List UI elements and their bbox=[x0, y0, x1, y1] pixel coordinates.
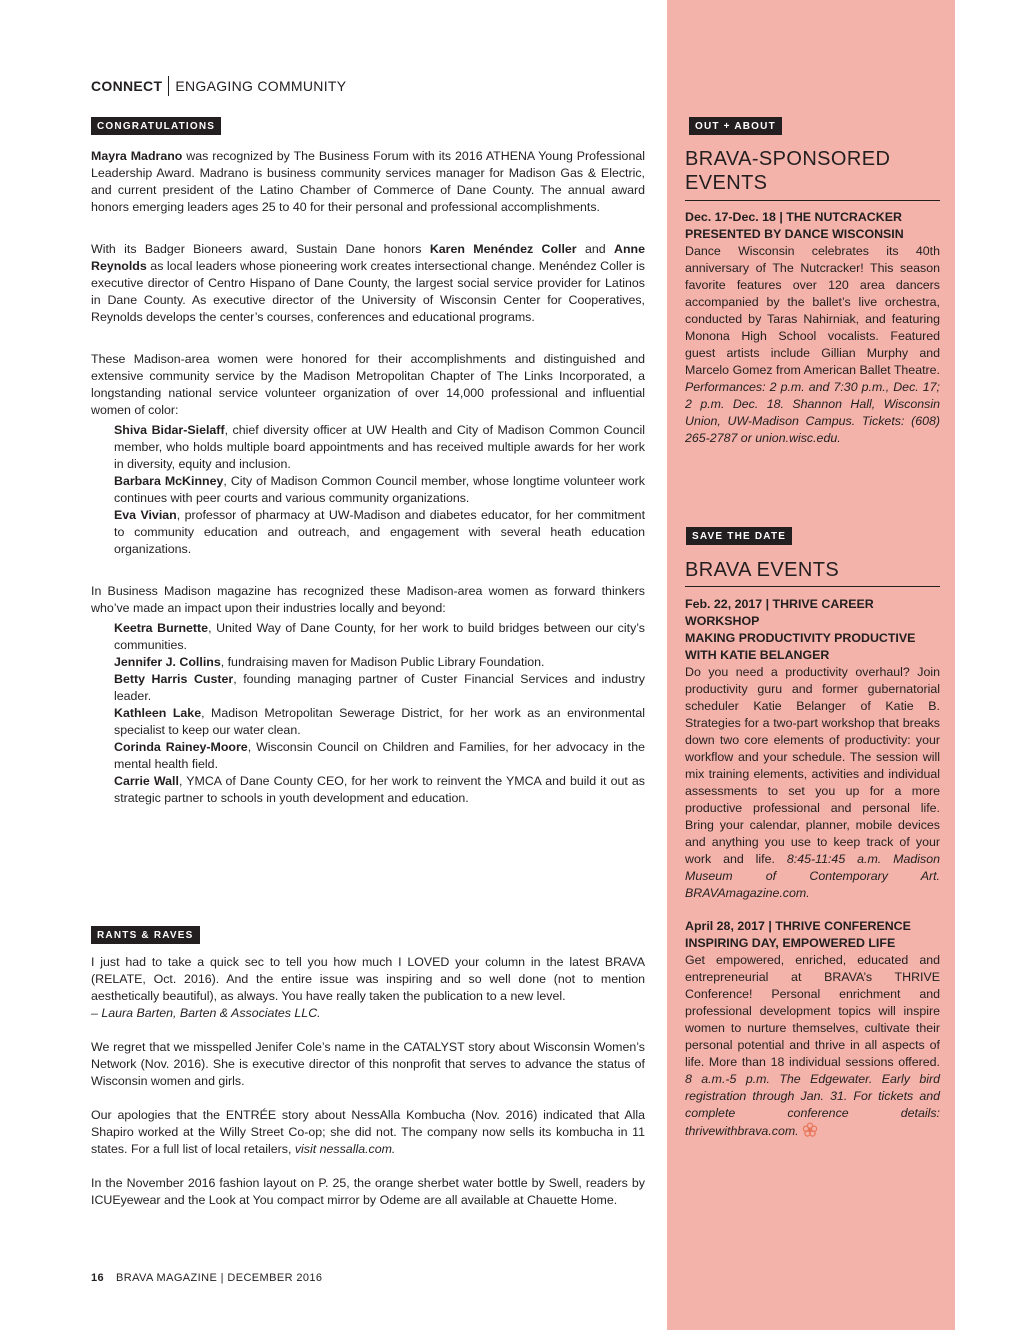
section-header-engaging: ENGAGING COMMUNITY bbox=[175, 78, 347, 94]
links-intro-paragraph: These Madison-area women were honored for their accomplishments and distinguished and extensive community service by the Madison Metropolitan Chapter of The Links Incorporated, a longstanding national service volunteer organization of over 14,000 professional and influential women of color: bbox=[91, 352, 645, 417]
title-rule bbox=[685, 586, 940, 587]
honoree-text: , Wisconsin Council on Children and Families, for her advocacy in the mental health field. bbox=[114, 740, 646, 771]
honoree-name: Jennifer J. Collins bbox=[114, 655, 221, 669]
list-item bbox=[91, 773, 645, 807]
event-body: Get empowered, enriched, educated and entrepreneurial at BRAVA’s THRIVE Conference! Personal enrichment and professional development topics will inspire women to nurture themselves, cultivate their personal potential and thrive in all aspects of life. More than 18 individual sessions offered. bbox=[685, 953, 940, 1069]
honoree-name: Anne Reynolds bbox=[91, 242, 645, 273]
paragraph-text: I just had to take a quick sec to tell you how much I LOVED your column in the latest BRAVA (RELATE, Oct. 2016). And the entire issue was inspiring and so well done (not to mention aesthetically beautiful), as always. You have really taken the publication to a new level. bbox=[91, 955, 645, 1003]
honoree-name: Kathleen Lake bbox=[114, 706, 202, 720]
brava-events-title: BRAVA EVENTS bbox=[685, 559, 840, 581]
event-subheading: INSPIRING DAY, EMPOWERED LIFE bbox=[685, 936, 896, 950]
out-about-badge: OUT + ABOUT bbox=[689, 117, 782, 135]
rants-raves-article bbox=[91, 954, 645, 1209]
list-item bbox=[91, 507, 645, 558]
event-details: Performances: 2 p.m. and 7:30 p.m., Dec. 17; 2 p.m. Dec. 18. Shannon Hall, Wisconsin Union, UW-Madison Campus. Tickets: (608) 265-2787 or union.wisc.edu. bbox=[685, 380, 940, 445]
honoree-name: Betty Harris Custer bbox=[114, 672, 234, 686]
rants-raves-badge: RANTS & RAVES bbox=[91, 926, 200, 944]
paragraph-text: Our apologies that the ENTRÉE story about NessAlla Kombucha (Nov. 2016) indicated that Alla Shapiro worked at the Willy Street Co-op; she did not. The company now sells its kombucha in 11 states. For a full list of local retailers, bbox=[91, 1108, 645, 1156]
section-header-divider bbox=[168, 76, 169, 96]
letter-paragraph bbox=[91, 954, 645, 1022]
list-item bbox=[91, 473, 645, 507]
event-heading: Dec. 17-Dec. 18 | THE NUTCRACKER bbox=[685, 210, 902, 224]
page-number: 16 bbox=[91, 1272, 105, 1284]
event-body: Dance Wisconsin celebrates its 40th anniversary of The Nutcracker! This season favorite features over 120 area dancers accompanied by the ballet’s live orchestra, conducted by Taras Nahirniak, and featuring Monona High School vocalists. Featured guest artists include Gillian Murphy and Marcelo Gomez from American Ballet Theatre. bbox=[685, 244, 940, 377]
list-item bbox=[91, 739, 645, 773]
madrano-paragraph bbox=[91, 148, 645, 216]
event-body: Do you need a productivity overhaul? Join productivity guru and former gubernatorial scheduler Katie Belanger of Katie B. Strategies for a two-part workshop that breaks down two core elements of productivity: your workflow and your schedule. The session will mix training elements, activities and individual assessments to set you up for a more productive professional and personal life. Bring your calendar, planner, mobile devices and anything you use to keep track of your work and life. bbox=[685, 665, 940, 866]
honoree-text: , fundraising maven for Madison Public Library Foundation. bbox=[220, 655, 545, 669]
event-description bbox=[685, 243, 940, 447]
brava-sponsored-events-title bbox=[685, 147, 940, 195]
event-heading: Feb. 22, 2017 | THRIVE CAREER WORKSHOP bbox=[685, 597, 874, 628]
honoree-text: , United Way of Dane County, for her work to build bridges between our city’s communities. bbox=[114, 621, 645, 652]
list-item bbox=[91, 671, 645, 705]
save-the-date-badge: SAVE THE DATE bbox=[686, 527, 792, 545]
title-line: BRAVA-SPONSORED bbox=[685, 148, 891, 170]
nessalla-link[interactable]: visit nessalla.com. bbox=[294, 1142, 396, 1156]
congratulations-badge: CONGRATULATIONS bbox=[91, 117, 221, 135]
honoree-text: , founding managing partner of Custer Financial Services and industry leader. bbox=[114, 672, 645, 703]
event-description bbox=[685, 952, 940, 1140]
bioneers-paragraph bbox=[91, 241, 645, 326]
title-rule bbox=[685, 200, 940, 201]
event-heading: April 28, 2017 | THRIVE CONFERENCE bbox=[685, 919, 911, 933]
page-footer bbox=[91, 1272, 322, 1284]
paragraph-text: as local leaders whose pioneering work creates intersectional change. Menéndez Coller is executive director of Centro Hispano of Dane County, the largest social service provider for Latinos in Dane County. As executive director of the University of Wisconsin Center for Cooperatives, Reynolds develops the center’s courses, conferences and educational programs. bbox=[91, 259, 645, 324]
paragraph-text: was recognized by The Business Forum with its 2016 ATHENA Young Professional Leadership Award. Madrano is business community services manager for Madison Gas & Electric, and current president of the Latino Chamber of Commerce of Dane County. The annual award honors emerging leaders ages 25 to 40 for their personal and professional accomplishments. bbox=[91, 149, 645, 214]
event-description bbox=[685, 664, 940, 902]
honoree-name: Carrie Wall bbox=[114, 774, 179, 788]
fashion-note-paragraph: In the November 2016 fashion layout on P. 25, the orange sherbet water bottle by Swell, readers by ICUEyewear and the Look at You compact mirror by Odeme are all available at Chauette Home. bbox=[91, 1176, 645, 1207]
list-item bbox=[91, 422, 645, 473]
honoree-name: Corinda Rainey-Moore bbox=[114, 740, 248, 754]
in-business-intro-paragraph: In Business Madison magazine has recognized these Madison-area women as forward thinkers who’ve made an impact upon their industries locally and beyond: bbox=[91, 584, 645, 615]
section-header-connect: CONNECT bbox=[91, 78, 163, 94]
flower-icon bbox=[802, 1122, 818, 1138]
paragraph-text: and bbox=[576, 242, 615, 256]
section-header bbox=[91, 76, 346, 96]
event-subheading: PRESENTED BY DANCE WISCONSIN bbox=[685, 227, 904, 241]
event-thrive-workshop bbox=[685, 596, 940, 902]
honoree-text: , YMCA of Dane County CEO, for her work to reinvent the YMCA and build it out as strategic partner to schools in youth development and education. bbox=[114, 774, 645, 805]
honoree-name: Eva Vivian bbox=[114, 508, 177, 522]
links-honoree-list bbox=[91, 422, 645, 558]
honoree-name: Karen Menéndez Coller bbox=[429, 242, 577, 256]
event-nutcracker bbox=[685, 209, 940, 447]
footer-publication: BRAVA MAGAZINE | DECEMBER 2016 bbox=[116, 1272, 323, 1284]
list-item bbox=[91, 654, 645, 671]
honoree-name: Barbara McKinney bbox=[114, 474, 224, 488]
correction-paragraph-nessalla bbox=[91, 1107, 645, 1158]
honoree-name: Shiva Bidar-Sielaff bbox=[114, 423, 225, 437]
honoree-text: , chief diversity officer at UW Health and City of Madison Common Council member, who holds multiple board appointments and has received multiple awards for her work in diversity, equity and inclusion. bbox=[114, 423, 646, 471]
honoree-text: , City of Madison Common Council member, whose longtime volunteer work continues with peer courts and various community organizations. bbox=[114, 474, 645, 505]
honoree-text: , professor of pharmacy at UW-Madison and diabetes educator, for her commitment to community education and outreach, and engagement with several heath education organizations. bbox=[114, 508, 646, 556]
paragraph-text: With its Badger Bioneers award, Sustain Dane honors bbox=[91, 242, 430, 256]
event-subheading: MAKING PRODUCTIVITY PRODUCTIVE WITH KATIE BELANGER bbox=[685, 631, 916, 662]
honoree-name: Mayra Madrano bbox=[91, 149, 183, 163]
event-details: 8:45-11:45 a.m. Madison Museum of Contemporary Art. BRAVAmagazine.com. bbox=[685, 852, 940, 900]
in-business-honoree-list bbox=[91, 620, 645, 807]
title-line: EVENTS bbox=[685, 172, 768, 194]
honoree-name: Keetra Burnette bbox=[114, 621, 209, 635]
congratulations-article bbox=[91, 148, 645, 807]
list-item bbox=[91, 620, 645, 654]
honoree-text: , Madison Metropolitan Sewerage District, for her work as an environmental specialist to keep our water clean. bbox=[114, 706, 645, 737]
list-item bbox=[91, 705, 645, 739]
letter-signature: – Laura Barten, Barten & Associates LLC. bbox=[91, 1006, 321, 1020]
event-thrive-conference bbox=[685, 918, 940, 1140]
correction-paragraph-cole: We regret that we misspelled Jenifer Cole’s name in the CATALYST story about Wisconsin Women’s Network (Nov. 2016). She is executive director of this nonprofit that serves to advance the status of Wisconsin women and girls. bbox=[91, 1040, 645, 1088]
event-details: 8 a.m.-5 p.m. The Edgewater. Early bird registration through Jan. 31. For tickets and complete conference details: thrivewithbrava.com. bbox=[685, 1072, 940, 1138]
